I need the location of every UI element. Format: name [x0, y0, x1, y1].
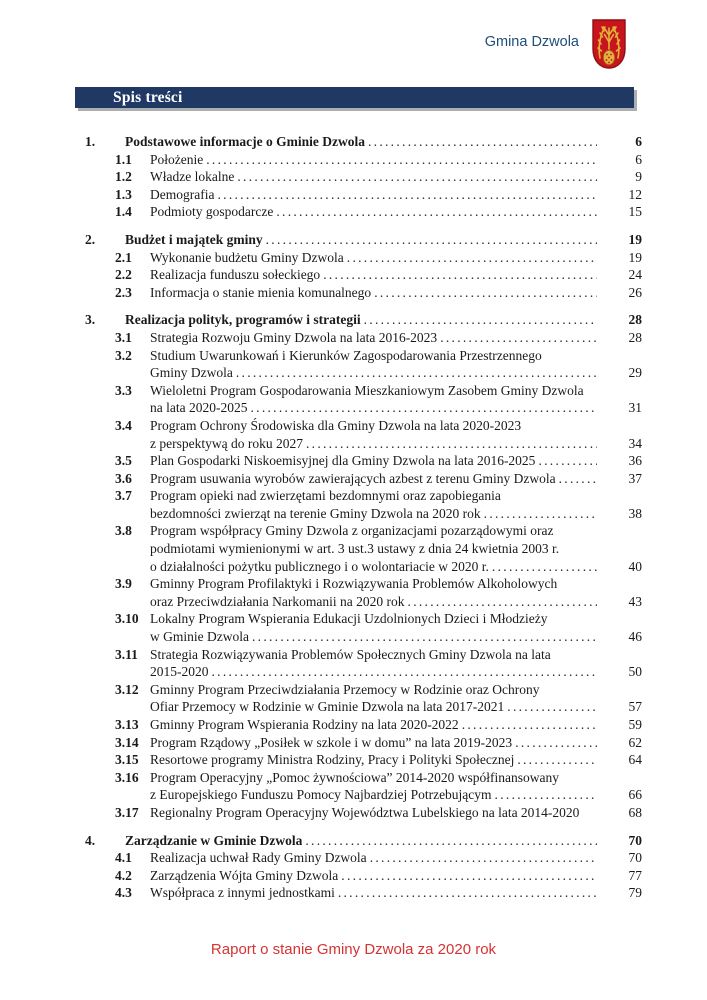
toc-page-number: 70 [628, 832, 642, 848]
toc-entry-number: 3. [85, 312, 96, 328]
toc-entry-title: Plan Gospodarki Niskoemisyjnej dla Gminy Dzwola na lata 2016-2025 [150, 453, 536, 469]
toc-entry-title: Budżet i majątek gminy [125, 231, 263, 247]
dot-leader [341, 867, 597, 885]
toc-page-number: 36 [628, 453, 642, 469]
toc-page-number: 64 [628, 752, 642, 768]
toc-section-entry [0, 133, 642, 151]
toc-entry-number: 2.3 [115, 284, 132, 300]
toc-entry-title: Strategia Rozwiązywania Problemów Społecznych Gminy Dzwola na lata [150, 646, 551, 662]
toc-page-number: 24 [628, 267, 642, 283]
dot-leader [538, 452, 597, 470]
organization-name: Gmina Dzwola [484, 34, 579, 50]
toc-sub-entry [0, 203, 642, 221]
toc-entry-number: 1.2 [115, 169, 132, 185]
toc-entry-number: 1.1 [115, 151, 132, 167]
toc-entry-title: z Europejskiego Funduszu Pomocy Najbardziej Potrzebującym [150, 787, 492, 803]
toc-entry-title: Podstawowe informacje o Gminie Dzwola [125, 134, 365, 149]
toc-sub-entry [0, 716, 642, 734]
toc-entry-title: Realizacja uchwał Rady Gminy Dzwola [150, 850, 367, 866]
section-title-bar [75, 87, 634, 108]
toc-entry-number: 1. [85, 134, 96, 149]
toc-entry-title: Regionalny Program Operacyjny Województwa Lubelskiego na lata 2014-2020 [150, 804, 580, 820]
toc-entry-title: podmiotami wymienionymi w art. 3 ust.3 ustawy z dnia 24 kwietnia 2003 r. [150, 541, 560, 557]
toc-entry-number: 1.3 [115, 186, 132, 202]
toc-section-block [0, 311, 642, 821]
toc-entry-number: 3.16 [115, 769, 139, 785]
toc-sub-entry [0, 575, 642, 610]
toc-sub-entry [0, 347, 642, 382]
toc-entry-title: Program Ochrony Środowiska dla Gminy Dzwola na lata 2020-2023 [150, 417, 522, 433]
dot-leader [484, 505, 597, 523]
dot-leader [507, 698, 597, 716]
toc-page-number: 68 [628, 804, 642, 820]
toc-page-number: 57 [628, 699, 642, 715]
dot-leader [492, 558, 597, 576]
toc-page-number: 6 [635, 134, 642, 149]
toc-entry-title: 2015-2020 [150, 664, 209, 680]
dot-leader [252, 628, 597, 646]
toc-entry-number: 3.3 [115, 382, 132, 398]
toc-entry-title: Realizacja polityk, programów i strategii [125, 312, 361, 328]
dot-leader [462, 716, 597, 734]
toc-sub-entry [0, 151, 642, 169]
toc-sub-entry [0, 849, 642, 867]
toc-page-number: 37 [628, 470, 642, 486]
toc-entry-title: Gminy Dzwola [150, 365, 233, 381]
toc-entry-number: 2.1 [115, 249, 132, 265]
toc-page-number: 19 [628, 231, 642, 247]
toc-section-entry [0, 311, 642, 329]
dot-leader [338, 884, 597, 902]
toc-sub-entry [0, 734, 642, 752]
toc-sub-entry [0, 769, 642, 804]
toc-sub-entry [0, 186, 642, 204]
toc-entry-title: oraz Przeciwdziałania Narkomanii na 2020 rok [150, 593, 405, 609]
dot-leader [364, 311, 597, 329]
toc-entry-number: 3.7 [115, 488, 132, 504]
toc-page-number: 77 [628, 867, 642, 883]
dot-leader [370, 849, 597, 867]
toc-sub-entry [0, 284, 642, 302]
toc-page-number: 34 [628, 435, 642, 451]
toc-entry-number: 3.9 [115, 576, 132, 592]
toc-entry-number: 4. [85, 832, 96, 848]
toc-sub-entry [0, 804, 642, 822]
toc-entry-title: Program usuwania wyrobów zawierających azbest z terenu Gminy Dzwola [150, 470, 556, 486]
toc-entry-title: na lata 2020-2025 [150, 400, 248, 416]
toc-page-number: 29 [628, 365, 642, 381]
dot-leader [212, 663, 598, 681]
toc-entry-title: bezdomności zwierząt na terenie Gminy Dzwola na 2020 rok [150, 505, 481, 521]
toc-page-number: 70 [628, 850, 642, 866]
dot-leader [237, 168, 597, 186]
toc-title: Spis treści [113, 88, 183, 106]
dot-leader [408, 593, 597, 611]
dot-leader [368, 133, 597, 151]
toc-page-number: 12 [628, 186, 642, 202]
page-header [485, 18, 627, 70]
dot-leader [323, 266, 597, 284]
toc-entry-title: Ofiar Przemocy w Rodzinie w Gminie Dzwola na lata 2017-2021 [150, 699, 505, 715]
toc-entry-title: Podmioty gospodarcze [150, 204, 274, 220]
dot-leader [515, 734, 597, 752]
toc-sub-entry [0, 452, 642, 470]
toc-sub-entry [0, 487, 642, 522]
toc-section-block [0, 832, 642, 902]
dot-leader [236, 364, 597, 382]
toc-sub-entry [0, 470, 642, 488]
toc-section-entry [0, 231, 642, 249]
toc-sub-entry [0, 522, 642, 575]
dot-leader [306, 435, 597, 453]
toc-entry-title: Studium Uwarunkowań i Kierunków Zagospodarowania Przestrzennego [150, 347, 542, 363]
dot-leader [305, 832, 597, 850]
toc-entry-title: Gminny Program Wspierania Rodziny na lata 2020-2022 [150, 717, 459, 732]
toc-sub-entry [0, 884, 642, 902]
dot-leader [217, 186, 597, 204]
dot-leader [495, 786, 597, 804]
toc-page-number: 40 [628, 558, 642, 574]
toc-entry-title: Władze lokalne [150, 169, 235, 185]
toc-entry-number: 3.12 [115, 681, 139, 697]
dot-leader [374, 284, 597, 302]
toc-entry-title: Resortowe programy Ministra Rodziny, Pracy i Polityki Społecznej [150, 752, 515, 768]
toc-sub-entry [0, 610, 642, 645]
toc-list [0, 133, 707, 902]
dot-leader [559, 470, 597, 488]
toc-entry-number: 3.15 [115, 752, 139, 768]
toc-entry-title: Położenie [150, 151, 204, 167]
toc-page-number: 62 [628, 734, 642, 750]
toc-sub-entry [0, 417, 642, 452]
toc-section-block [0, 133, 642, 221]
toc-sub-entry [0, 168, 642, 186]
toc-entry-number: 4.3 [115, 885, 132, 901]
toc-entry-number: 4.1 [115, 850, 132, 866]
toc-entry-title: Program Rządowy „Posiłek w szkole i w domu” na lata 2019-2023 [150, 734, 513, 750]
toc-page-number: 50 [628, 664, 642, 680]
toc-entry-title: Zarządzanie w Gminie Dzwola [125, 832, 303, 848]
toc-sub-entry [0, 382, 642, 417]
toc-sub-entry [0, 751, 642, 769]
toc-entry-number: 4.2 [115, 867, 132, 883]
dot-leader [266, 231, 597, 249]
toc-sub-entry [0, 867, 642, 885]
dot-leader [250, 399, 597, 417]
toc-page-number: 9 [635, 169, 642, 185]
toc-entry-title: o działalności pożytku publicznego i o wolontariacie w 2020 r. [150, 558, 489, 574]
toc-page-number: 26 [628, 284, 642, 300]
toc-page-number: 46 [628, 629, 642, 645]
toc-page-number: 6 [635, 151, 642, 167]
footer-text: Raport o stanie Gminy Dzwola za 2020 rok [210, 941, 497, 958]
dot-leader [440, 329, 597, 347]
toc-entry-number: 3.1 [115, 329, 132, 345]
toc-page-number: 15 [628, 204, 642, 220]
toc-entry-title: Wieloletni Program Gospodarowania Mieszkaniowym Zasobem Gminy Dzwola [150, 382, 584, 398]
toc-entry-number: 3.8 [115, 523, 132, 539]
toc-entry-title: Wykonanie budżetu Gminy Dzwola [150, 249, 344, 265]
dot-leader [517, 751, 597, 769]
toc-entry-title: z perspektywą do roku 2027 [150, 435, 303, 451]
toc-entry-title: Strategia Rozwoju Gminy Dzwola na lata 2016-2023 [150, 329, 438, 345]
toc-page-number: 38 [628, 505, 642, 521]
toc-entry-number: 2. [85, 231, 96, 247]
toc-entry-number: 3.6 [115, 470, 132, 486]
toc-sub-entry [0, 646, 642, 681]
dot-leader [206, 151, 597, 169]
toc-entry-number: 3.5 [115, 453, 132, 469]
toc-page-number: 43 [628, 593, 642, 609]
dot-leader [276, 203, 597, 221]
toc-entry-title: Współpraca z innymi jednostkami [150, 885, 335, 901]
toc-page-number: 19 [628, 249, 642, 265]
toc-page-number: 66 [628, 787, 642, 803]
toc-page-number: 79 [628, 885, 642, 901]
toc-entry-title: Gminny Program Profilaktyki i Rozwiązywania Problemów Alkoholowych [150, 576, 558, 592]
toc-page-number: 59 [628, 717, 642, 732]
toc-entry-title: Program współpracy Gminy Dzwola z organizacjami pozarządowymi oraz [150, 523, 554, 539]
toc-sub-entry [0, 681, 642, 716]
toc-entry-number: 2.2 [115, 267, 132, 283]
toc-entry-title: Realizacja funduszu sołeckiego [150, 267, 321, 283]
toc-page-number: 28 [628, 329, 642, 345]
toc-entry-number: 3.10 [115, 611, 139, 627]
toc-entry-title: Program Operacyjny „Pomoc żywnościowa” 2014-2020 współfinansowany [150, 769, 560, 785]
toc-entry-number: 3.11 [115, 646, 138, 662]
toc-section-block [0, 231, 642, 301]
toc-entry-number: 3.4 [115, 417, 132, 433]
toc-entry-number: 3.14 [115, 734, 139, 750]
dot-leader [347, 249, 597, 267]
toc-entry-title: Gminny Program Przeciwdziałania Przemocy w Rodzinie oraz Ochrony [150, 681, 540, 697]
toc-entry-title: Program opieki nad zwierzętami bezdomnymi oraz zapobiegania [150, 488, 501, 504]
toc-entry-title: Zarządzenia Wójta Gminy Dzwola [150, 867, 339, 883]
toc-sub-entry [0, 329, 642, 347]
toc-entry-number: 3.2 [115, 347, 132, 363]
toc-entry-number: 3.13 [115, 717, 139, 732]
toc-sub-entry [0, 266, 642, 284]
toc-entry-title: Informacja o stanie mienia komunalnego [150, 284, 372, 300]
toc-entry-title: Demografia [150, 186, 215, 202]
toc-entry-number: 3.17 [115, 804, 139, 820]
toc-page-number: 31 [628, 400, 642, 416]
toc-entry-title: w Gminie Dzwola [150, 629, 249, 645]
toc-page-number: 28 [628, 312, 642, 328]
toc-sub-entry [0, 249, 642, 267]
coat-of-arms-icon [591, 18, 627, 70]
toc-entry-title: Lokalny Program Wspierania Edukacji Uzdolnionych Dzieci i Młodzieży [150, 611, 548, 627]
toc-entry-number: 1.4 [115, 204, 132, 220]
toc-section-entry [0, 832, 642, 850]
